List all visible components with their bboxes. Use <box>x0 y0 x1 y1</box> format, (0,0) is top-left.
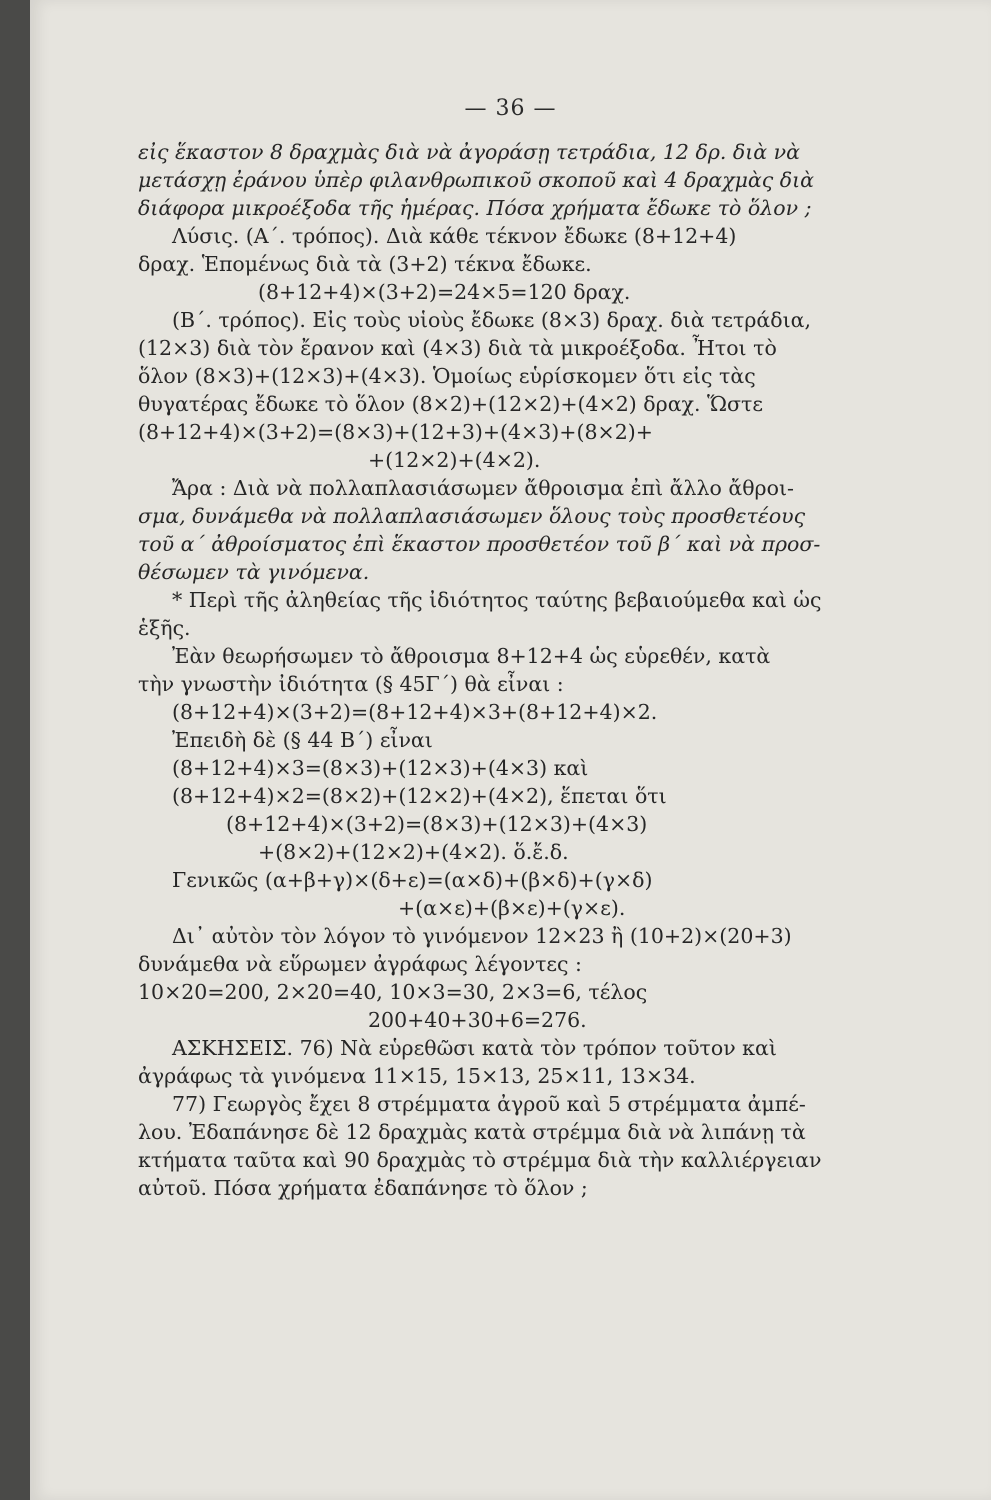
text-line: ὅλον (8×3)+(12×3)+(4×3). Ὁμοίως εὑρίσκομεν ὅτι εἰς τὰς <box>138 364 756 388</box>
text-line: +(12×2)+(4×2). <box>368 448 541 472</box>
text-line: (8+12+4)×3=(8×3)+(12×3)+(4×3) καὶ <box>172 756 589 780</box>
text-line: λου. Ἐδαπάνησε δὲ 12 δραχμὰς κατὰ στρέμμα διὰ νὰ λιπάνῃ τὰ <box>138 1120 806 1144</box>
text-line: δυνάμεθα νὰ εὕρωμεν ἀγράφως λέγοντες : <box>138 952 582 976</box>
text-line: (8+12+4)×2=(8×2)+(12×2)+(4×2), ἕπεται ὅτι <box>172 784 667 808</box>
text-line: Λύσις. (Α΄. τρόπος). Διὰ κάθε τέκνον ἔδωκε (8+12+4) <box>172 224 737 248</box>
text-line: (8+12+4)×(3+2)=(8+12+4)×3+(8+12+4)×2. <box>172 700 658 724</box>
text-line: τὴν γνωστὴν ἰδιότητα (§ 45Γ΄) θὰ εἶναι : <box>138 672 564 696</box>
text-line: Ἐπειδὴ δὲ (§ 44 Β΄) εἶναι <box>172 728 433 752</box>
text-line: σμα, δυνάμεθα νὰ πολλαπλασιάσωμεν ὅλους τοὺς προσθετέους <box>138 504 806 528</box>
text-line: (8+12+4)×(3+2)=(8×3)+(12+3)+(4×3)+(8×2)+ <box>138 420 653 444</box>
page-text <box>138 138 958 1202</box>
text-line: +(8×2)+(12×2)+(4×2). ὅ.ἔ.δ. <box>258 840 569 864</box>
text-line: Ἐὰν θεωρήσωμεν τὸ ἄθροισμα 8+12+4 ὡς εὑρεθέν, κατὰ <box>172 644 771 668</box>
text-line: * Περὶ τῆς ἀληθείας τῆς ἰδιότητος ταύτης βεβαιούμεθα καὶ ὡς <box>172 588 822 612</box>
text-line: μετάσχῃ ἐράνου ὑπὲρ φιλανθρωπικοῦ σκοποῦ καὶ 4 δραχμὰς διὰ <box>138 168 814 192</box>
text-line: (8+12+4)×(3+2)=(8×3)+(12×3)+(4×3) <box>226 812 648 836</box>
text-line: +(α×ε)+(β×ε)+(γ×ε). <box>398 896 626 920</box>
text-line: τοῦ α΄ ἀθροίσματος ἐπὶ ἕκαστον προσθετέον τοῦ β΄ καὶ νὰ προσ- <box>138 532 821 556</box>
text-line: εἰς ἕκαστον 8 δραχμὰς διὰ νὰ ἀγοράσῃ τετράδια, 12 δρ. διὰ νὰ <box>138 140 800 164</box>
text-line: 77) Γεωργὸς ἔχει 8 στρέμματα ἀγροῦ καὶ 5 στρέμματα ἀμπέ- <box>172 1092 806 1116</box>
text-line: αὐτοῦ. Πόσα χρήματα ἐδαπάνησε τὸ ὅλον ; <box>138 1176 588 1200</box>
text-line: θυγατέρας ἔδωκε τὸ ὅλον (8×2)+(12×2)+(4×2) δραχ. Ὥστε <box>138 392 763 416</box>
text-line: (12×3) διὰ τὸν ἔρανον καὶ (4×3) διὰ τὰ μικροέξοδα. Ἦτοι τὸ <box>138 336 777 360</box>
text-line: 10×20=200, 2×20=40, 10×3=30, 2×3=6, τέλος <box>138 980 648 1004</box>
page-number: — 36 — <box>464 96 557 121</box>
text-line: διάφορα μικροέξοδα τῆς ἡμέρας. Πόσα χρήματα ἔδωκε τὸ ὅλον ; <box>138 196 812 220</box>
text-line: (Β΄. τρόπος). Εἰς τοὺς υἱοὺς ἔδωκε (8×3) δραχ. διὰ τετράδια, <box>172 308 812 332</box>
text-line: Δι᾽ αὐτὸν τὸν λόγον τὸ γινόμενον 12×23 ἢ (10+2)×(20+3) <box>172 924 792 948</box>
book-page <box>30 0 991 1500</box>
text-line: Γενικῶς (α+β+γ)×(δ+ε)=(α×δ)+(β×δ)+(γ×δ) <box>172 868 653 892</box>
text-line: ἑξῆς. <box>138 616 191 640</box>
text-line: Ἄρα : Διὰ νὰ πολλαπλασιάσωμεν ἄθροισμα ἐπὶ ἄλλο ἄθροι- <box>172 476 794 500</box>
text-line: ΑΣΚΗΣΕΙΣ. 76) Νὰ εὑρεθῶσι κατὰ τὸν τρόπον τοῦτον καὶ <box>172 1036 777 1060</box>
text-line: 200+40+30+6=276. <box>368 1008 587 1032</box>
text-line: κτήματα ταῦτα καὶ 90 δραχμὰς τὸ στρέμμα διὰ τὴν καλλιέργειαν <box>138 1148 822 1172</box>
text-line: (8+12+4)×(3+2)=24×5=120 δραχ. <box>258 280 631 304</box>
text-line: θέσωμεν τὰ γινόμενα. <box>138 560 370 584</box>
text-line: ἀγράφως τὰ γινόμενα 11×15, 15×13, 25×11, 13×34. <box>138 1064 696 1088</box>
text-line: δραχ. Ἑπομένως διὰ τὰ (3+2) τέκνα ἔδωκε. <box>138 252 592 276</box>
